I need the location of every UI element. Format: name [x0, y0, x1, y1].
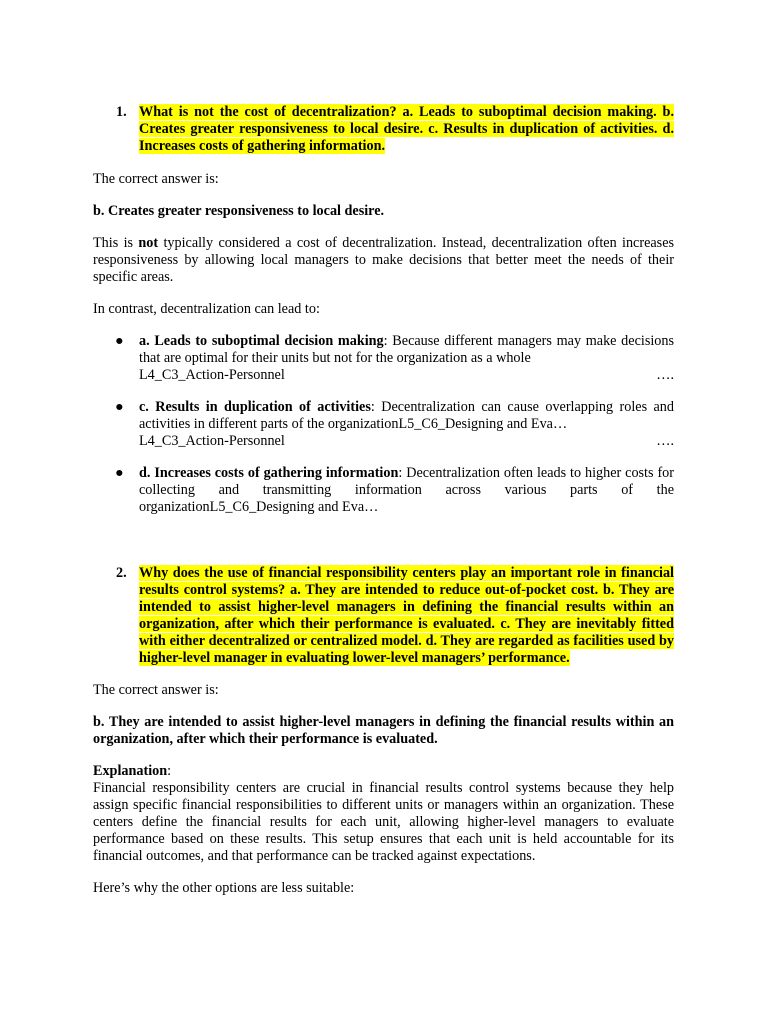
bullet-icon: ● — [115, 399, 124, 415]
answer-intro: The correct answer is: — [93, 171, 219, 187]
correct-answer: b. Creates greater responsiveness to local desire. — [93, 203, 385, 219]
cost-list — [93, 333, 674, 516]
bullet-icon: ● — [115, 465, 124, 481]
list-item: ● c. Results in duplication of activities: Decentralization can cause overlapping roles and activities in different parts of the organizationL5_C6_Designing and Eva… L4_C3_Action-Personnel …. — [115, 399, 674, 449]
reference-link: L4_C3_Action-Personnel — [139, 367, 285, 383]
list-item: ● d. Increases costs of gathering information: Decentralization often leads to higher costs for collecting and transmitting information across various parts of the organizationL5_C6_Designing and Eva… — [115, 465, 674, 515]
others-intro: Here’s why the other options are less suitable: — [93, 880, 355, 896]
question-text: What is not the cost of decentralization? a. Leads to suboptimal decision making. b. Creates greater responsiveness to local desire. c. Results in duplication of activities. d. Increases costs of gathering information. — [139, 104, 674, 154]
explanation-paragraph: This is not typically considered a cost of decentralization. Instead, decentralization often increases responsiveness by allowing local managers to make decisions that better meet the needs of their specific areas. — [93, 235, 675, 285]
correct-answer: b. They are intended to assist higher-level managers in defining the financial results within an organization, after which their performance is evaluated. — [93, 714, 674, 747]
bullet-icon: ● — [115, 333, 124, 349]
question-number: 2. — [116, 565, 127, 581]
question-1 — [93, 104, 674, 155]
reference-link: L4_C3_Action-Personnel — [139, 433, 285, 449]
explanation-paragraph: Financial responsibility centers are crucial in financial results control systems because they help assign specific financial responsibilities to different units or managers within an organization. These centers define the financial results for each unit, allowing higher-level managers to evaluate performance based on these results. This setup ensures that each unit is held accountable for its financial outcomes, and that performance can be tracked against expectations. — [93, 780, 674, 864]
list-item: ● a. Leads to suboptimal decision making: Because different managers may make decisions that are optimal for their units but not for the organization as a whole L4_C3_Action-Personnel …. — [115, 333, 674, 383]
answer-intro: The correct answer is: — [93, 682, 219, 698]
question-number: 1. — [116, 104, 127, 120]
explanation-heading: Explanation: — [93, 763, 172, 779]
contrast-intro: In contrast, decentralization can lead to: — [93, 301, 320, 317]
document-page — [93, 104, 674, 897]
question-text: Why does the use of financial responsibility centers play an important role in financial results control systems? a. They are intended to reduce out-of-pocket cost. b. They are intended to assist higher-level managers in defining the financial results within an organization, after which their performance is evaluated. c. They are inevitably fitted with either decentralized or centralized model. d. They are regarded as facilities used by higher-level manager in evaluating lower-level managers’ performance. — [139, 565, 674, 666]
question-2 — [93, 565, 674, 667]
